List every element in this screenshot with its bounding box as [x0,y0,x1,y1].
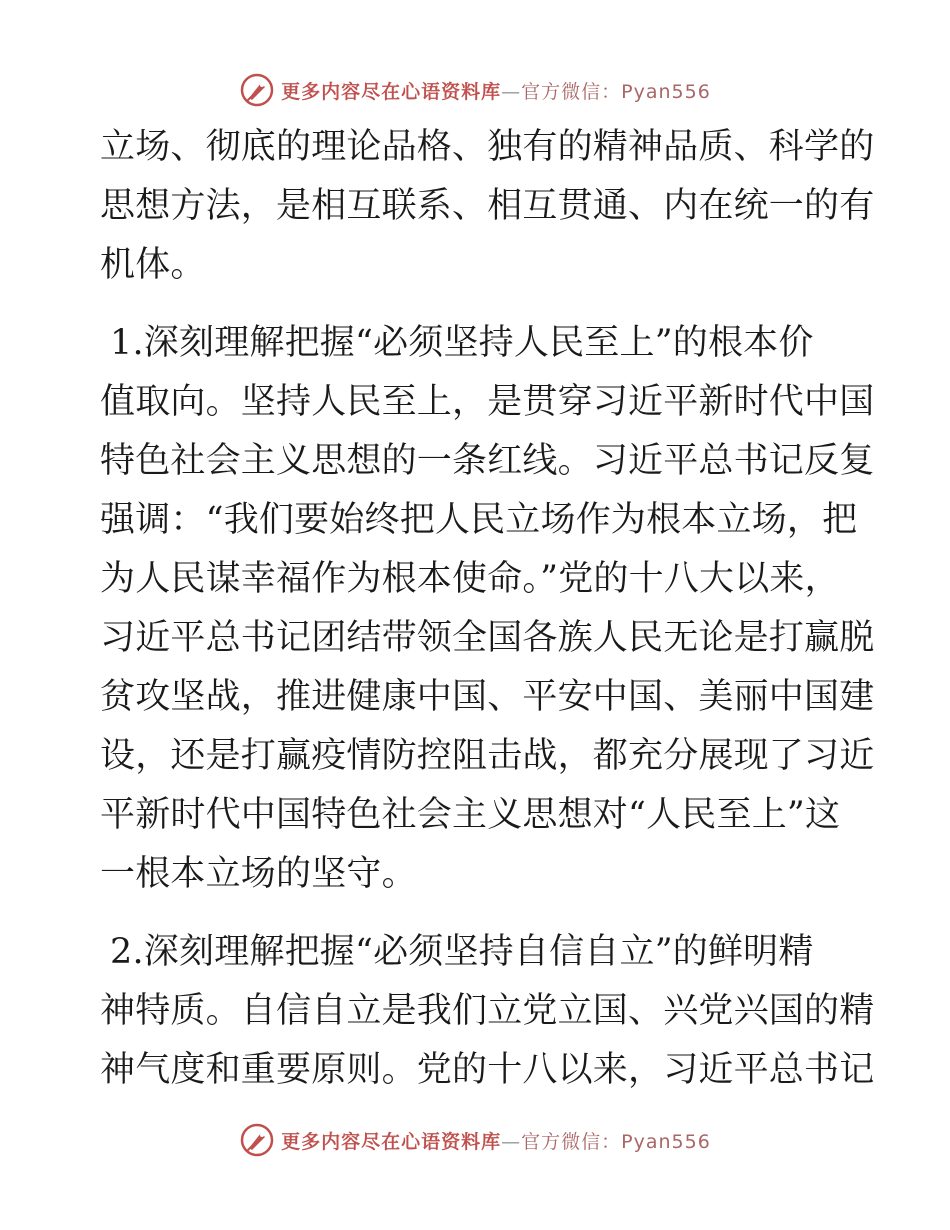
text-line: 1.深刻理解把握“必须坚持人民至上”的根本价 [110,323,814,363]
text-line: 立场、彻底的理论品格、独有的精神品质、科学的 [100,127,875,167]
text-line: 特色社会主义思想的一条红线。习近平总书记反复 [100,441,875,481]
paragraph-intro-continuation [100,118,875,295]
paragraph-people-first [100,314,875,904]
text-line: 思想方法，是相互联系、相互贯通、内在统一的有 [100,186,875,226]
text-line: 值取向。坚持人民至上，是贯穿习近平新时代中国 [100,382,875,422]
text-line: 贫攻坚战，推进健康中国、平安中国、美丽中国建 [100,677,875,717]
text-line: 强调：“我们要始终把人民立场作为根本立场，把 [100,500,858,540]
watermark-text [281,77,711,104]
footer-watermark [0,1120,950,1160]
text-line: 机体。 [100,245,206,285]
watermark-wechat-text: 官方微信：Pyan556 [521,80,711,103]
document-body [100,118,875,1100]
watermark-site-text: 更多内容尽在心语资料库 [281,1130,502,1153]
watermark-site-text: 更多内容尽在心语资料库 [281,80,502,103]
text-line: 2.深刻理解把握“必须坚持自信自立”的鲜明精 [110,932,814,972]
text-line: 神特质。自信自立是我们立党立国、兴党兴国的精 [100,991,875,1031]
watermark-wechat-text: 官方微信：Pyan556 [521,1130,711,1153]
text-line: 设，还是打赢疫情防控阻击战，都充分展现了习近 [100,736,875,776]
pen-nib-logo-icon [239,72,275,108]
text-line: 神气度和重要原则。党的十八以来，习近平总书记 [100,1050,875,1090]
paragraph-self-confidence [100,923,875,1100]
watermark-separator: — [501,80,522,103]
watermark-separator: — [501,1130,522,1153]
header-watermark [0,70,950,110]
text-line: 为人民谋幸福作为根本使命。”党的十八大以来， [100,559,840,599]
text-line: 习近平总书记团结带领全国各族人民无论是打赢脱 [100,618,875,658]
watermark-text [281,1127,711,1154]
text-line: 一根本立场的坚守。 [100,854,417,894]
text-line: 平新时代中国特色社会主义思想对“人民至上”这 [100,795,841,835]
pen-nib-logo-icon [239,1122,275,1158]
